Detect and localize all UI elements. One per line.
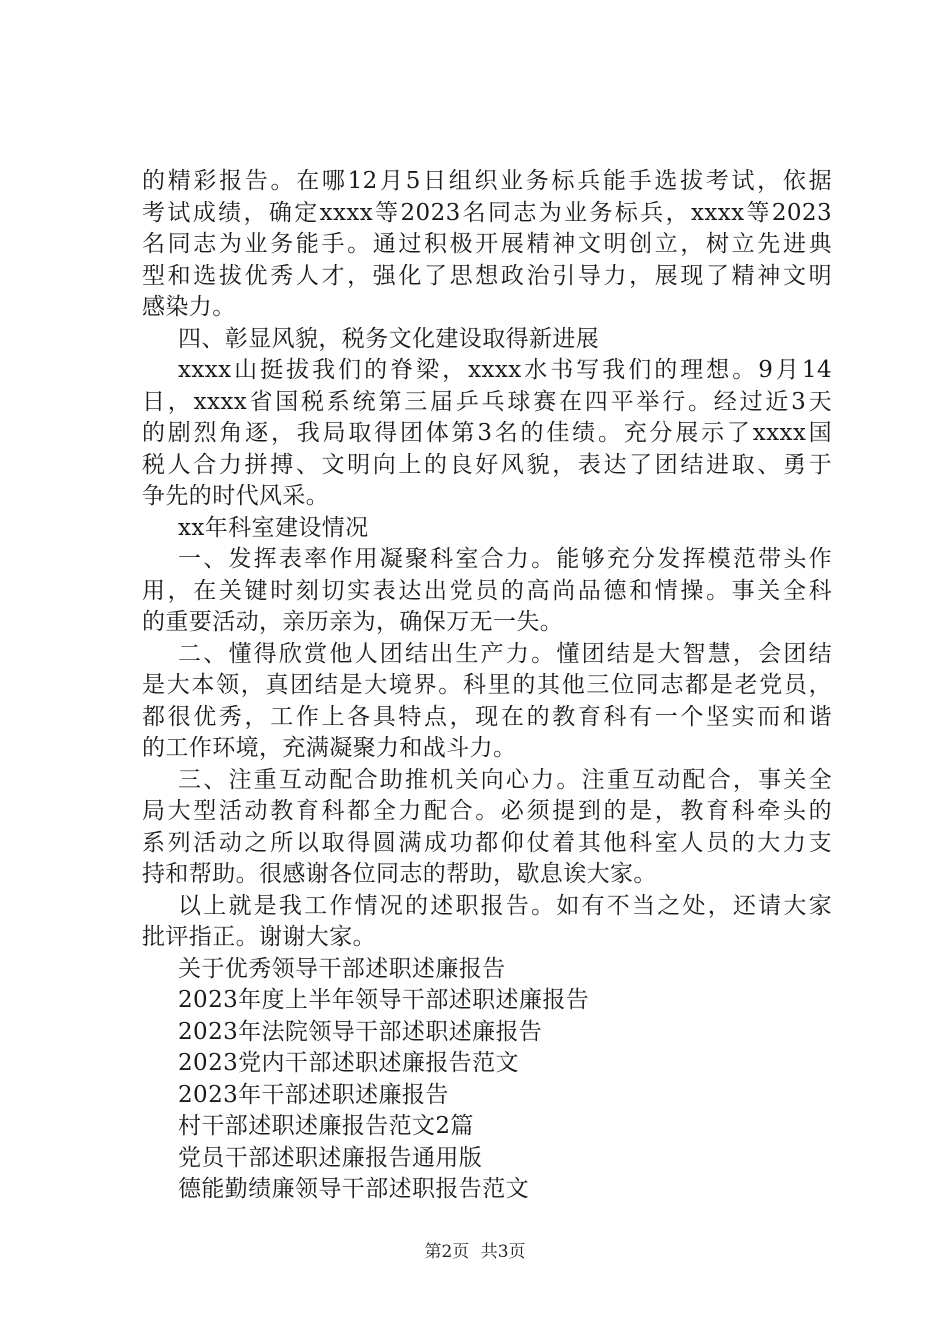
paragraph-line: 四、彰显风貌，税务文化建设取得新进展 [178, 325, 600, 352]
page-number: 第2页 [424, 1242, 470, 1262]
paragraph-line: 三、注重互动配合助推机关向心力。注重互动配合，事关全 [178, 766, 832, 793]
paragraph-line: 二、懂得欣赏他人团结出生产力。懂团结是大智慧，会团结 [178, 640, 832, 667]
paragraph-line: 名同志为业务能手。通过积极开展精神文明创立，树立先进典 [142, 231, 832, 257]
paragraph-line: 税人合力拼搏、文明向上的良好风貌，表达了团结进取、勇于 [142, 451, 832, 478]
paragraph-line: 以上就是我工作情况的述职报告。如有不当之处，还请大家 [178, 892, 832, 919]
paragraph-line: 的精彩报告。在哪12月5日组织业务标兵能手选拔考试，依据 [142, 168, 832, 194]
paragraph-line: 持和帮助。很感谢各位同志的帮助，歇息诶大家。 [142, 861, 657, 887]
related-article-link[interactable]: 2023年干部述职述廉报告 [178, 1081, 449, 1108]
related-article-link[interactable]: 德能勤绩廉领导干部述职报告范文 [178, 1176, 529, 1202]
paragraph-line: 是大本领，真团结是大境界。科里的其他三位同志都是老党员， [142, 672, 832, 698]
paragraph-line: 的工作环境，充满凝聚力和战斗力。 [142, 735, 517, 761]
paragraph-line: 系列活动之所以取得圆满成功都仰仗着其他科室人员的大力支 [142, 829, 832, 856]
paragraph-line: 的重要活动，亲历亲为，确保万无一失。 [142, 609, 564, 635]
page-total: 共3页 [480, 1242, 526, 1262]
paragraph-line: 用，在关键时刻切实表达出党员的高尚品德和情操。事关全科 [142, 577, 832, 604]
related-article-link[interactable]: 2023年度上半年领导干部述职述廉报告 [178, 987, 590, 1013]
paragraph-line: 感染力。 [142, 294, 236, 320]
paragraph-line: 都很优秀，工作上各具特点，现在的教育科有一个坚实而和谐 [142, 703, 832, 730]
paragraph-line: xxxx山挺拔我们的脊梁，xxxx水书写我们的理想。9月14 [178, 357, 832, 383]
paragraph-line: 的剧烈角逐，我局取得团体第3名的佳绩。充分展示了xxxx国 [142, 420, 832, 446]
paragraph-line: 考试成绩，确定xxxx等2023名同志为业务标兵，xxxx等2023 [142, 199, 832, 226]
paragraph-line: 局大型活动教育科都全力配合。必须提到的是，教育科牵头的 [142, 798, 832, 824]
related-article-link[interactable]: 2023年法院领导干部述职述廉报告 [178, 1018, 543, 1045]
related-article-link[interactable]: 村干部述职述廉报告范文2篇 [178, 1113, 474, 1139]
paragraph-line: 日，xxxx省国税系统第三届乒乓球赛在四平举行。经过近3天 [142, 388, 832, 415]
related-article-link[interactable]: 2023党内干部述职述廉报告范文 [178, 1050, 519, 1076]
paragraph-line: 一、发挥表率作用凝聚科室合力。能够充分发挥模范带头作 [178, 546, 832, 572]
paragraph-line: 型和选拔优秀人才，强化了思想政治引导力，展现了精神文明 [142, 262, 832, 289]
paragraph-line: 批评指正。谢谢大家。 [142, 924, 376, 950]
paragraph-line: 争先的时代风采。 [142, 483, 330, 509]
paragraph-line: xx年科室建设情况 [178, 514, 369, 541]
related-article-link[interactable]: 关于优秀领导干部述职述廉报告 [178, 955, 506, 982]
page-footer [0, 1241, 950, 1263]
document-body [142, 166, 832, 1206]
related-article-link[interactable]: 党员干部述职述廉报告通用版 [178, 1144, 483, 1171]
